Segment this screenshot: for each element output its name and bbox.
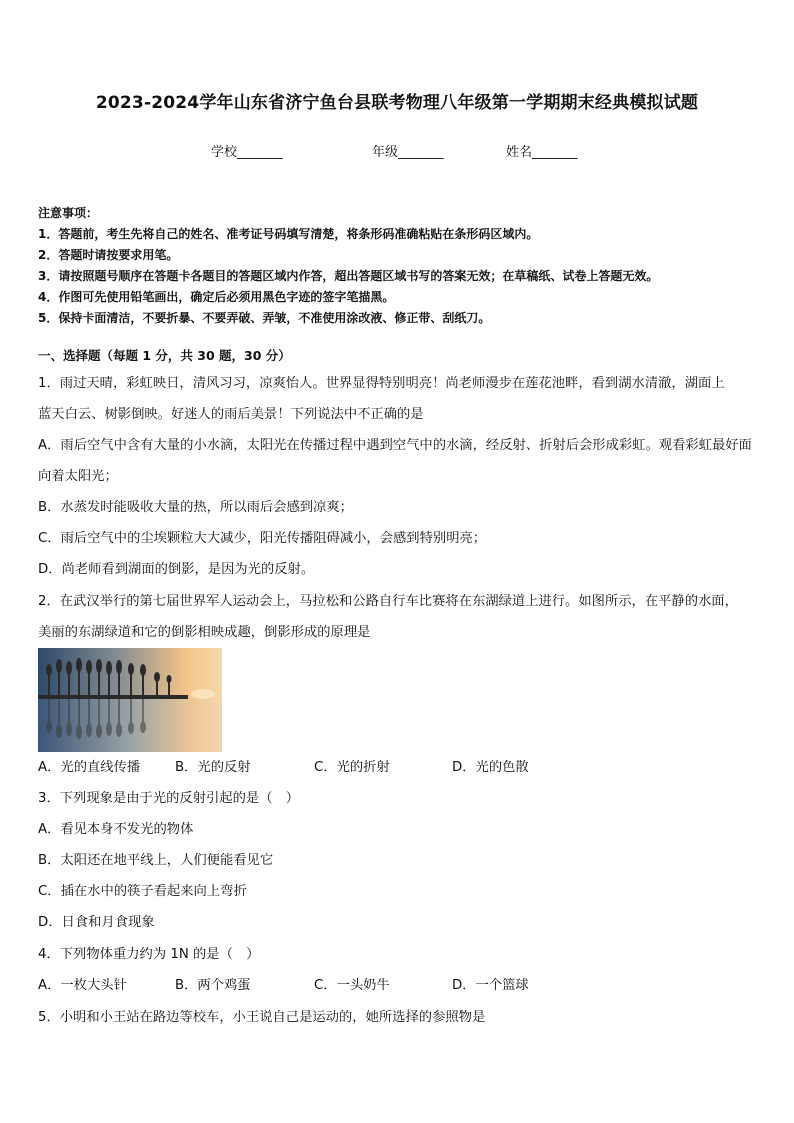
note-item: 2．答题时请按要求用笔。 [38, 248, 179, 262]
option-c[interactable]: C．雨后空气中的尘埃颗粒大大减少，阳光传播阻碍减小，会感到特别明亮； [38, 531, 487, 546]
note-item: 5．保持卡面清洁，不要折暴、不要弄破、弄皱，不准使用涂改液、修正带、刮纸刀。 [38, 311, 491, 325]
option-a[interactable]: A．一枚大头针 [38, 978, 127, 993]
question-2 [38, 586, 760, 648]
question-4 [38, 939, 760, 1001]
question-stem: 1．雨过天晴，彩虹映日，清风习习，凉爽怡人。世界显得特别明亮！尚老师漫步在莲花池畔，看到湖水清澈，湖面上 [38, 376, 725, 391]
section-heading: 一、选择题（每题 1 分，共 30 题，30 分） [38, 348, 291, 363]
option-a[interactable]: A．光的直线传播 [38, 760, 141, 775]
question-2-options [38, 752, 760, 783]
option-d[interactable]: D．光的色散 [452, 760, 529, 775]
question-stem: 3．下列现象是由于光的反射引起的是（ ） [38, 791, 300, 806]
question-stem: 4．下列物体重力约为 1N 的是（ ） [38, 947, 260, 962]
question-stem: 5．小明和小王站在路边等校车，小王说自己是运动的，她所选择的参照物是 [38, 1010, 486, 1025]
question-stem: 美丽的东湖绿道和它的倒影相映成趣，倒影形成的原理是 [38, 625, 371, 640]
option-b[interactable]: B．水蒸发时能吸收大量的热，所以雨后会感到凉爽； [38, 500, 353, 515]
option-b[interactable]: B．两个鸡蛋 [175, 978, 251, 993]
question-3 [38, 783, 760, 938]
question-stem: 蓝天白云、树影倒映。好迷人的雨后美景！下列说法中不正确的是 [38, 407, 424, 422]
question-1 [38, 368, 760, 585]
note-item: 4．作图可先使用铅笔画出，确定后必须用黑色字迹的签字笔描黑。 [38, 290, 395, 304]
option-c[interactable]: C．光的折射 [314, 760, 390, 775]
option-d[interactable]: D．尚老师看到湖面的倒影，是因为光的反射。 [38, 562, 315, 577]
lake-reflection-image [38, 648, 222, 752]
grade-field[interactable]: 年级_______ [372, 145, 444, 160]
school-field[interactable]: 学校_______ [211, 145, 283, 160]
question-stem: 2．在武汉举行的第七届世界军人运动会上，马拉松和公路自行车比赛将在东湖绿道上进行。如图所示，在平静的水面， [38, 594, 738, 609]
notes-heading: 注意事项： [38, 206, 99, 220]
notes-block [38, 203, 768, 329]
note-item: 3．请按照题号顺序在答题卡各题目的答题区域内作答，超出答题区域书写的答案无效；在草稿纸、试卷上答题无效。 [38, 269, 659, 283]
option-a[interactable]: A．看见本身不发光的物体 [38, 822, 194, 837]
note-item: 1．答题前，考生先将自己的姓名、准考证号码填写清楚，将条形码准确粘贴在条形码区域内。 [38, 227, 539, 241]
option-c[interactable]: C．一头奶牛 [314, 978, 390, 993]
page-title: 2023-2024学年山东省济宁鱼台县联考物理八年级第一学期期末经典模拟试题 [95, 93, 699, 113]
option-b[interactable]: B．光的反射 [175, 760, 251, 775]
option-c[interactable]: C．插在水中的筷子看起来向上弯折 [38, 884, 247, 899]
option-b[interactable]: B．太阳还在地平线上，人们便能看见它 [38, 853, 274, 868]
question-5 [38, 1002, 760, 1033]
option-a[interactable]: A．雨后空气中含有大量的小水滴，太阳光在传播过程中遇到空气中的水滴，经反射、折射后会形成彩虹。观看彩虹最好面向着太阳光； [38, 438, 752, 484]
name-field[interactable]: 姓名_______ [506, 145, 578, 160]
option-d[interactable]: D．一个篮球 [452, 978, 529, 993]
option-d[interactable]: D．日食和月食现象 [38, 915, 155, 930]
